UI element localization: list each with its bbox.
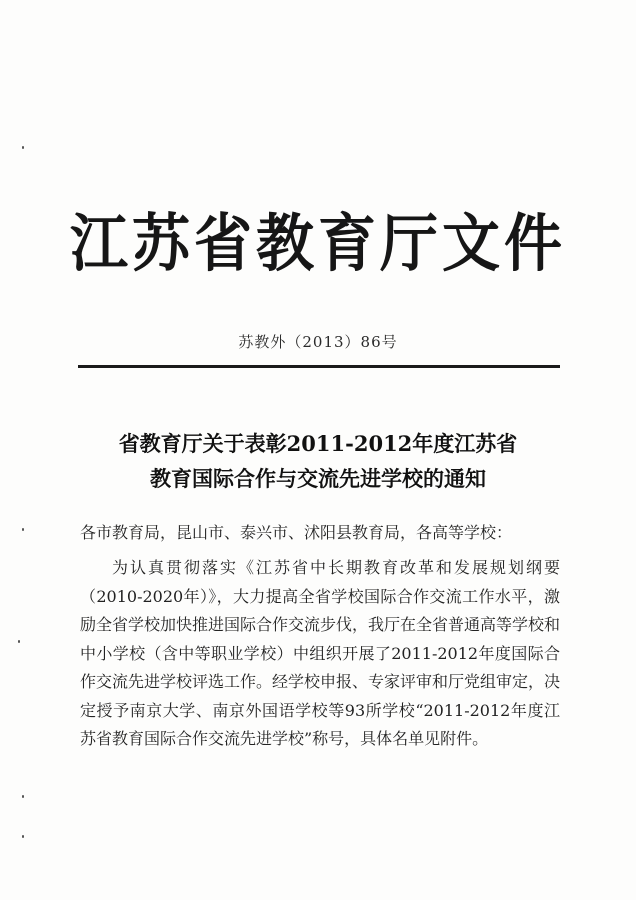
scan-speck xyxy=(22,795,24,798)
scan-speck xyxy=(22,146,24,149)
notice-title xyxy=(0,426,636,496)
body-paragraph: 为认真贯彻落实《江苏省中长期教育改革和发展规划纲要（2010-2020年）》，大力提高全省学校国际合作交流工作水平，激励全省学校加快推进国际合作交流步伐，我厅在全省普通高等学校和中小学校（含中等职业学校）中组织开展了2011-2012年度国际合作交流先进学校评选工作。经学校申报、专家评审和厅党组审定，决定授予南京大学、南京外国语学校等93所学校“2011-2012年度江苏省教育国际合作交流先进学校”称号，具体名单见附件。 xyxy=(80,558,561,748)
salutation: 各市教育局，昆山市、泰兴市、沭阳县教育局，各高等学校： xyxy=(80,523,513,542)
scan-speck xyxy=(22,835,24,838)
document-header-title: 江苏省教育厅文件 xyxy=(69,206,566,281)
notice-title-line-2: 教育国际合作与交流先进学校的通知 xyxy=(150,466,486,491)
notice-title-line-1: 省教育厅关于表彰2011-2012年度江苏省 xyxy=(118,431,518,456)
document-number: 苏教外（2013）86号 xyxy=(238,333,398,351)
scan-speck xyxy=(18,640,20,643)
header-divider-line xyxy=(78,365,560,368)
scan-speck xyxy=(22,528,24,531)
